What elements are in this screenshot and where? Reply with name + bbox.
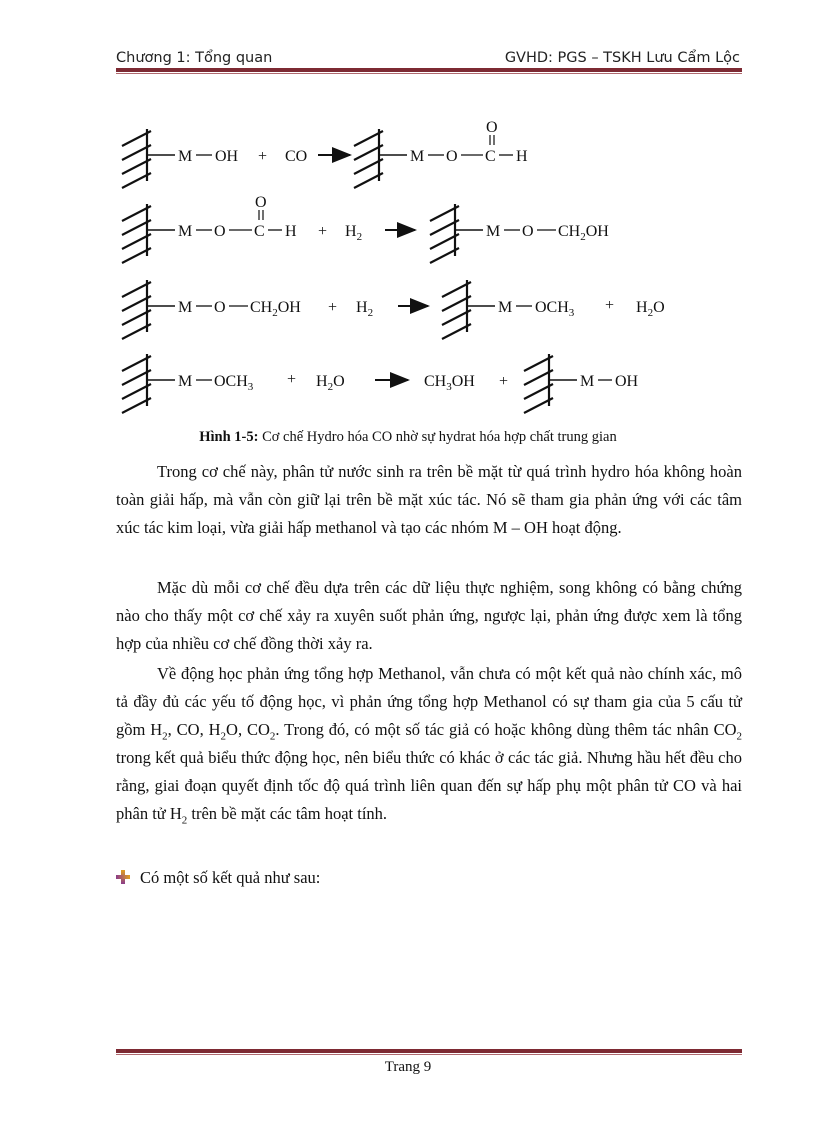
catalyst-surface-icon xyxy=(122,204,175,263)
r3-oxygen: O xyxy=(214,299,226,316)
paragraph-3: Về động học phản ứng tổng hợp Methanol, vẫn chưa có một kết quả nào chính xác, mô tả đầy đủ các yếu tố động học, vì phản ứng tổng hợp Methanol có sự tham gia của 5 cấu tử gồm $H_2$, CO, $H_2O$, $CO_2$. Trong đó, có một số tác giả có hoặc không dùng thêm tác nhân $CO_2$ trong kết quả biểu thức động học, nên biểu thức có khác ở các tác giả. Nhưng hầu hết đều cho rằng, giai đoạn quyết định tốc độ quá trình liên quan đến sự hấp phụ một phân tử CO và hai phân tử $H_2$ trên bề mặt các tâm hoạt tính. xyxy=(116,664,743,827)
r2-product-metal: M xyxy=(486,223,501,240)
r3-metal: M xyxy=(178,299,193,316)
r2-oxygen: O xyxy=(214,223,226,240)
r3-och3-sub: 3 xyxy=(568,307,575,319)
r2-metal: M xyxy=(178,223,193,240)
r4-metal: M xyxy=(178,373,193,390)
r1-oxygen: O xyxy=(446,148,458,165)
r4-och3-sub: 3 xyxy=(247,381,254,393)
catalyst-surface-icon xyxy=(122,280,175,339)
r3-ch2oh-b: OH xyxy=(277,299,301,316)
r2-h2-sub: 2 xyxy=(356,231,363,243)
r1-carbon: C xyxy=(485,148,496,165)
r3-plus-2: + xyxy=(605,297,615,314)
bullet-item xyxy=(116,864,320,892)
r2-hydrogen: H xyxy=(285,223,297,240)
reaction-row-3 xyxy=(122,280,665,339)
r4-plus: + xyxy=(287,371,297,388)
r1-hydroxyl: OH xyxy=(215,148,239,165)
svg-text:OCH3 xyxy=(214,373,254,393)
r3-ch2oh-a: CH xyxy=(250,299,273,316)
catalyst-surface-icon xyxy=(122,129,175,188)
r1-product-metal: M xyxy=(410,148,425,165)
reaction-row-1 xyxy=(122,119,528,188)
catalyst-surface-icon xyxy=(430,204,483,263)
r1-metal: M xyxy=(178,148,193,165)
header-advisor: GVHD: PGS – TSKH Lưu Cẩm Lộc xyxy=(504,50,740,66)
r1-co: CO xyxy=(285,148,308,165)
r2-carbonyl-oxygen: O xyxy=(255,194,267,211)
reaction-row-4 xyxy=(122,354,639,413)
r4-plus-2: + xyxy=(499,373,509,390)
svg-text:H2O xyxy=(636,299,665,319)
r1-hydrogen: H xyxy=(516,148,528,165)
svg-text:H2 xyxy=(345,223,362,243)
r1-carbonyl-oxygen: O xyxy=(486,119,498,136)
reaction-row-2 xyxy=(122,194,609,263)
paragraph-2: Mặc dù mỗi cơ chế đều dựa trên các dữ liệu thực nghiệm, song không có bằng chứng nào cho thấy một cơ chế xảy ra xuyên suốt phản ứng, ngược lại, phản ứng được xem là tổng hợp của nhiều cơ chế đồng thời xảy ra. xyxy=(116,578,742,653)
svg-text:CH2OH xyxy=(250,299,301,319)
r4-h2o-b: O xyxy=(333,373,345,390)
svg-text:H2O xyxy=(316,373,345,393)
r4-ch3oh-a: CH xyxy=(424,373,447,390)
svg-text:CH3OH xyxy=(424,373,475,393)
r2-ch2oh-sub: 2 xyxy=(580,231,586,243)
figure-caption-text: Cơ chế Hydro hóa CO nhờ sự hydrat hóa hợp chất trung gian xyxy=(258,429,617,445)
r2-product-oxygen: O xyxy=(522,223,534,240)
r4-hydroxyl: OH xyxy=(615,373,639,390)
r3-product-metal: M xyxy=(498,299,513,316)
figure-caption-label: Hình 1-5: xyxy=(199,429,259,445)
r3-h2o-a: H xyxy=(636,299,648,316)
r3-h2o-b: O xyxy=(653,299,665,316)
catalyst-surface-icon xyxy=(354,129,407,188)
bullet-text: Có một số kết quả như sau: xyxy=(140,868,321,887)
svg-text:H2 xyxy=(356,299,373,319)
r3-plus: + xyxy=(328,299,338,316)
r3-h2: H xyxy=(356,299,368,316)
r2-carbon: C xyxy=(254,223,265,240)
catalyst-surface-icon xyxy=(524,354,577,413)
footer-rule-thin xyxy=(116,1054,742,1055)
paragraph-1: Trong cơ chế này, phân tử nước sinh ra trên bề mặt từ quá trình hydro hóa không hoàn toàn giải hấp, mà vẫn còn giữ lại trên bề mặt xúc tác. Nó sẽ tham gia phản ứng với các tâm xúc tác kim loại, vừa giải hấp methanol và tạo các nhóm M – OH hoạt động. xyxy=(116,462,742,537)
r4-och3-a: OCH xyxy=(214,373,248,390)
r3-h2o-sub: 2 xyxy=(647,307,654,319)
r3-och3-a: OCH xyxy=(535,299,569,316)
r1-plus: + xyxy=(258,148,268,165)
r2-h2: H xyxy=(345,223,357,240)
svg-text:OCH3 xyxy=(535,299,575,319)
r3-h2-sub: 2 xyxy=(367,307,374,319)
r3-ch2oh-sub: 2 xyxy=(272,307,278,319)
r2-ch2oh-a: CH xyxy=(558,223,581,240)
r4-ch3oh-b: OH xyxy=(451,373,475,390)
r4-ch3oh-sub: 3 xyxy=(446,381,452,393)
page-number: Trang 9 xyxy=(384,1059,432,1075)
r2-plus: + xyxy=(318,223,328,240)
bullet-plus-icon xyxy=(116,870,130,884)
header-chapter: Chương 1: Tổng quan xyxy=(116,50,273,66)
reaction-scheme xyxy=(0,0,816,420)
catalyst-surface-icon xyxy=(442,280,495,339)
r4-h2o-a: H xyxy=(316,373,328,390)
r2-ch2oh-b: OH xyxy=(585,223,609,240)
r4-h2o-sub: 2 xyxy=(327,381,334,393)
svg-text:CH2OH xyxy=(558,223,609,243)
r4-product-metal: M xyxy=(580,373,595,390)
figure-caption xyxy=(0,429,816,446)
footer-rule xyxy=(116,1049,742,1053)
catalyst-surface-icon xyxy=(122,354,175,413)
